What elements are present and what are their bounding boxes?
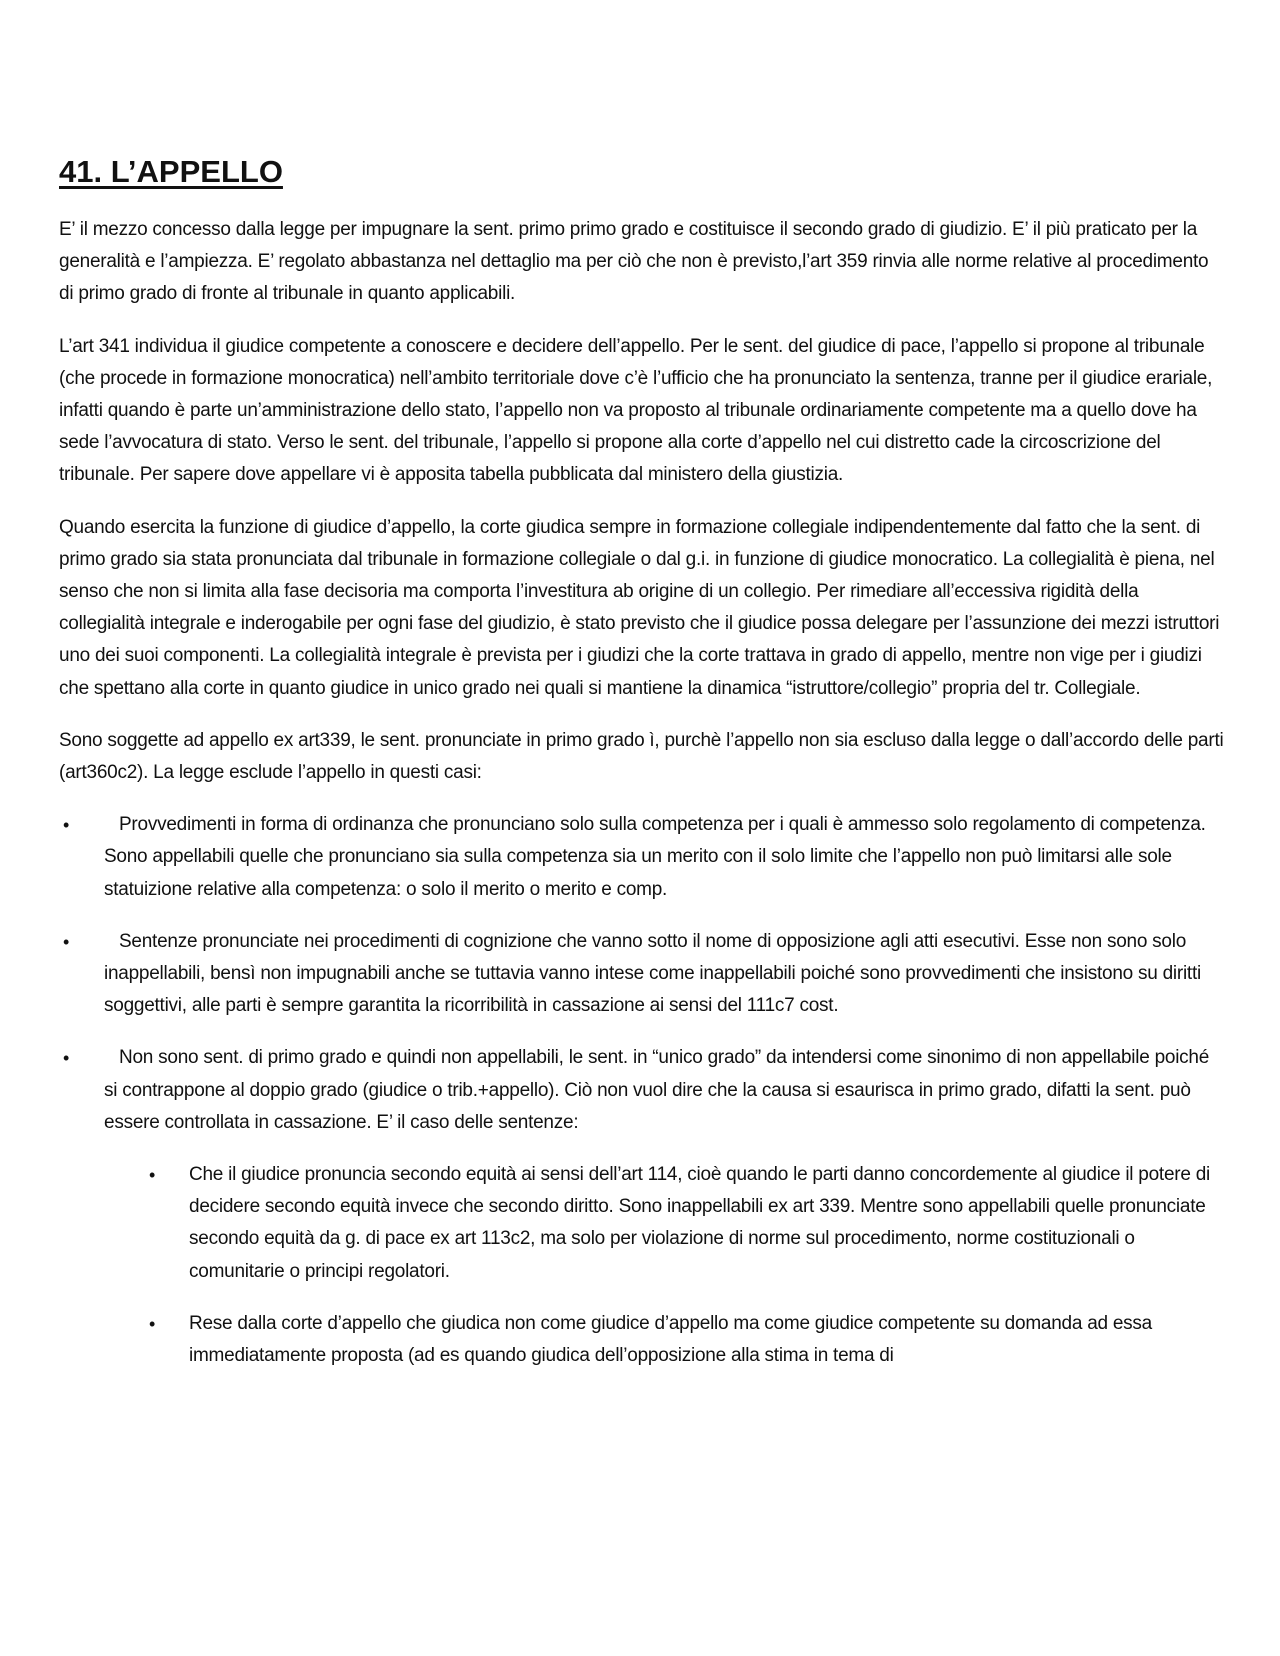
bullet-icon: • <box>149 1165 156 1186</box>
list-item-text: Provvedimenti in forma di ordinanza che pronunciano solo sulla competenza per i quali è ammesso solo regolamento di competenza. Sono appellabili quelle che pronunciano sia sulla competenza sia un merito con il solo limite che l’appello non può limitarsi alle sole statuizione relative alla competenza: o solo il merito o merito e comp. <box>104 814 1206 900</box>
bullet-icon: • <box>63 1048 70 1069</box>
document-page <box>59 152 1225 1392</box>
list-item <box>59 926 1225 1023</box>
paragraph-competence: L’art 341 individua il giudice competente a conoscere e decidere dell’appello. Per le sent. del giudice di pace, l’appello si propone al tribunale (che procede in formazione monocratica) nell’ambito territoriale dove c’è l’ufficio che ha pronunciato la sentenza, tranne per il giudice erariale, infatti quando è parte un’amministrazione dello stato, l’appello non va proposto al tribunale ordinariamente competente ma a quello dove ha sede l’avvocatura di stato. Verso le sent. del tribunale, l’appello si propone alla corte d’appello nel cui distretto cade la circoscrizione del tribunale. Per sapere dove appellare vi è apposita tabella pubblicata dal ministero della giustizia. <box>59 335 1213 486</box>
paragraph-exclusions: Sono soggette ad appello ex art339, le sent. pronunciate in primo grado ì, purchè l’appello non sia escluso dalla legge o dall’accordo delle parti (art360c2). La legge esclude l’appello in questi casi: <box>59 729 1224 784</box>
list-item-text: Non sono sent. di primo grado e quindi non appellabili, le sent. in “unico grado” da intendersi come sinonimo di non appellabile poiché si contrappone al doppio grado (giudice o trib.+appello). Ciò non vuol dire che la causa si esaurisca in primo grado, difatti la sent. può essere controllata in cassazione. E’ il caso delle sentenze: <box>104 1047 1210 1133</box>
page-title: 41. L’APPELLO <box>59 154 283 189</box>
exclusion-list <box>59 809 1225 1139</box>
list-item-text: Sentenze pronunciate nei procedimenti di cognizione che vanno sotto il nome di opposizione agli atti esecutivi. Esse non sono solo inappellabili, bensì non impugnabili anche se tuttavia vanno intese come inappellabili poiché sono provvedimenti che insistono su diritti soggettivi, alle parti è sempre garantita la ricorribilità in cassazione ai sensi del 111c7 cost. <box>104 930 1201 1017</box>
bullet-icon: • <box>63 815 70 836</box>
bullet-icon: • <box>149 1313 156 1334</box>
paragraph-collegiality: Quando esercita la funzione di giudice d’appello, la corte giudica sempre in formazione collegiale indipendentemente dal fatto che la sent. di primo grado sia stata pronunciata dal tribunale in formazione collegiale o dal g.i. in funzione di giudice monocratico. La collegialità è piena, nel senso che non si limita alla fase decisoria ma comporta l’investitura ab origine di un collegio. Per rimediare all’eccessiva rigidità della collegialità integrale e inderogabile per ogni fase del giudizio, è stato previsto che il giudice possa delegare per l’assunzione dei mezzi istruttori uno dei suoi componenti. La collegialità integrale è prevista per i giudizi che la corte trattava in grado di appello, mentre non vige per i giudizi che spettano alla corte in quanto giudice in unico grado nei quali si mantiene la dinamica “istruttore/collegio” propria del tr. Collegiale. <box>59 516 1220 699</box>
sub-list-item <box>145 1159 1225 1288</box>
list-item <box>59 1042 1225 1139</box>
sub-list-item-text: Che il giudice pronuncia secondo equità ai sensi dell’art 114, cioè quando le parti danno concordemente al giudice il potere di decidere secondo equità invece che secondo diritto. Sono inappellabili ex art 339. Mentre sono appellabili quelle pronunciate secondo equità da g. di pace ex art 113c2, ma solo per violazione di norme sul procedimento, norme costituzionali o comunitarie o principi regolatori. <box>189 1164 1210 1282</box>
sub-list-item <box>145 1308 1225 1372</box>
sub-list <box>59 1159 1225 1372</box>
paragraph-intro: E’ il mezzo concesso dalla legge per impugnare la sent. primo primo grado e costituisce il secondo grado di giudizio. E’ il più praticato per la generalità e l’ampiezza. E’ regolato abbastanza nel dettaglio ma per ciò che non è previsto,l’art 359 rinvia alle norme relative al procedimento di primo grado di fronte al tribunale in quanto applicabili. <box>59 219 1209 305</box>
list-item <box>59 809 1225 906</box>
bullet-icon: • <box>63 931 70 952</box>
sub-list-item-text: Rese dalla corte d’appello che giudica non come giudice d’appello ma come giudice competente su domanda ad essa immediatamente proposta (ad es quando giudica dell’opposizione alla stima in tema di <box>189 1312 1152 1367</box>
